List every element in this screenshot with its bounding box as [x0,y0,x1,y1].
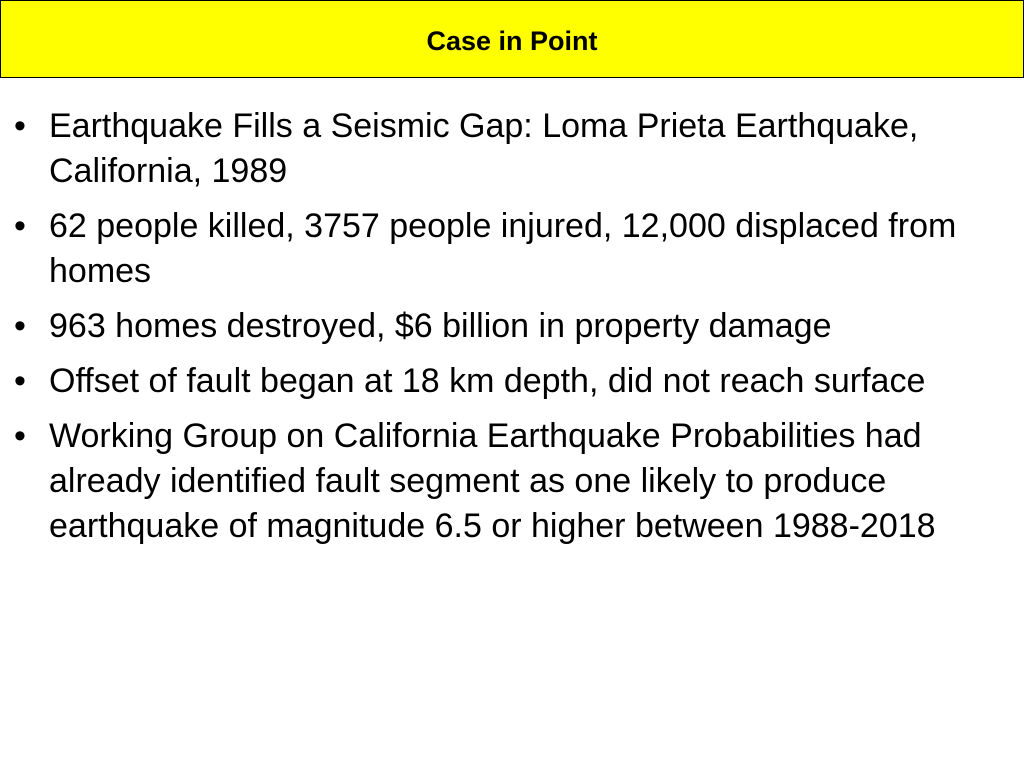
bullet-item [14,104,1010,194]
bullet-icon: • [14,307,26,345]
bullet-icon: • [14,417,26,455]
bullet-item [14,359,1010,404]
bullet-text: Offset of fault began at 18 km depth, did not reach surface [49,362,926,400]
bullet-item [14,304,1010,349]
bullet-item [14,414,1010,549]
bullet-item [14,204,1010,294]
title-bar [0,0,1024,78]
bullet-text: Earthquake Fills a Seismic Gap: Loma Prieta Earthquake, California, 1989 [49,107,919,190]
bullet-icon: • [14,362,26,400]
bullet-list [14,104,1010,559]
bullet-text: 963 homes destroyed, $6 billion in property damage [49,307,832,345]
bullet-icon: • [14,107,26,145]
bullet-text: Working Group on California Earthquake Probabilities had already identified fault segment as one likely to produce earthquake of magnitude 6.5 or higher between 1988-2018 [49,417,936,545]
slide-title: Case in Point [426,25,598,56]
bullet-text: 62 people killed, 3757 people injured, 12,000 displaced from homes [49,207,957,290]
bullet-icon: • [14,207,26,245]
